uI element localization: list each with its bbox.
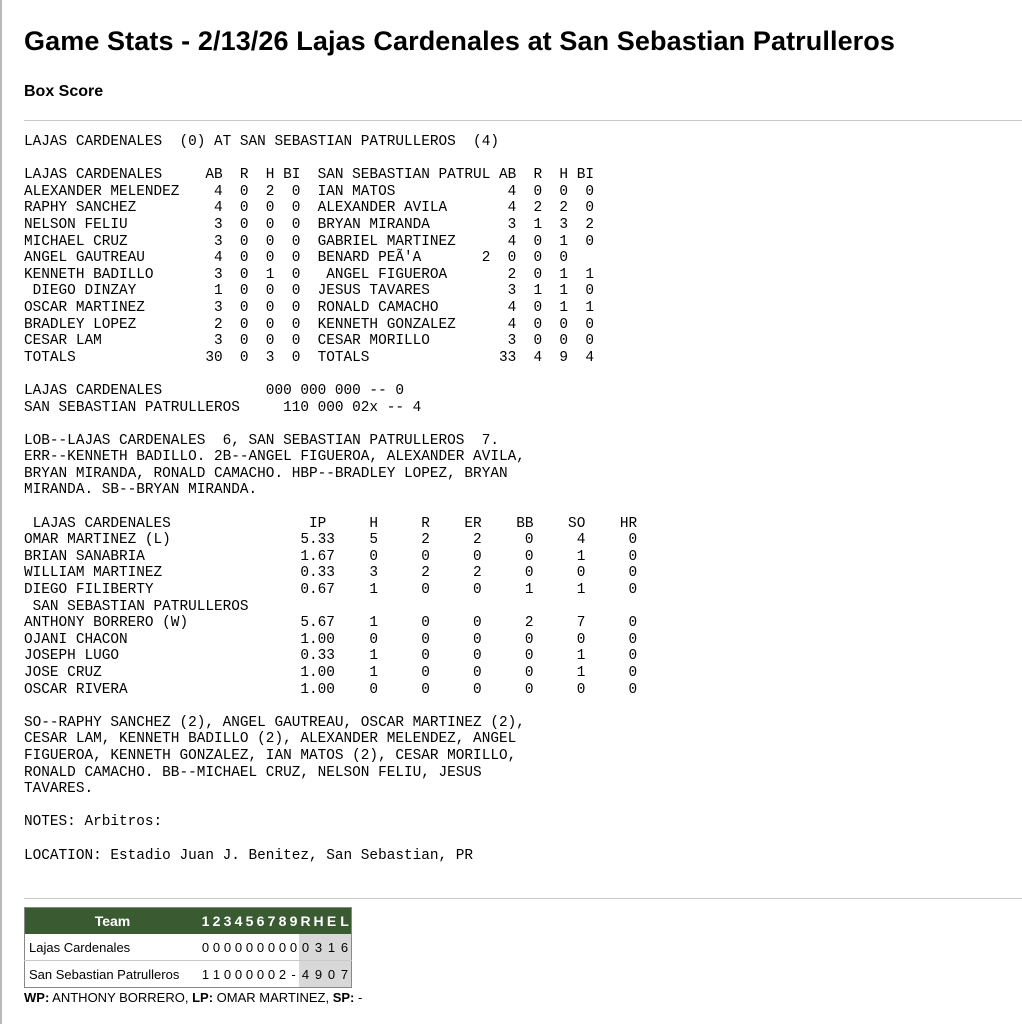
total-errors: 0 — [325, 961, 338, 988]
linescore-header: 7 — [266, 908, 277, 935]
team-name: San Sebastian Patrulleros — [29, 966, 180, 982]
total-errors: 1 — [325, 934, 338, 961]
inning-score: 0 — [245, 966, 254, 982]
left-border — [0, 0, 2, 1024]
linescore-header: 3 — [222, 908, 233, 935]
inning-score: 1 — [212, 966, 221, 982]
linescore-header: 5 — [244, 908, 255, 935]
divider-top — [24, 120, 1022, 121]
linescore-header: H — [312, 908, 325, 935]
inning-score: 0 — [222, 934, 233, 961]
inning-score: 1 — [201, 966, 210, 982]
inning-score: 0 — [200, 934, 211, 961]
inning-score: - — [291, 966, 296, 982]
wp-label: WP: — [24, 990, 50, 1005]
inning-score: 2 — [278, 966, 287, 982]
inning-score: 0 — [277, 934, 288, 961]
inning-score: 0 — [223, 966, 232, 982]
box-score-text: LAJAS CARDENALES (0) AT SAN SEBASTIAN PATRULLEROS (4) LAJAS CARDENALES AB R H BI SAN SEBASTIAN PATRUL AB R H BI ALEXANDER MELENDEZ 4 0 2 0 IAN MATOS 4 0 0 0 RAPHY SANCHEZ 4 0 0 0 ALEXANDER AVILA 4 2 2 0 NELSON FELIU 3 0 0 0 BRYAN MIRANDA 3 1 3 2 MICHAEL CRUZ 3 0 0 0 GABRIEL MARTINEZ 4 0 1 0 ANGEL GAUTREAU 4 0 0 0 BENARD PEÃ'A 2 0 0 0 KENNETH BADILLO 3 0 1 0 ANGEL FIGUEROA 2 0 1 1 DIEGO DINZAY 1 0 0 0 JESUS TAVARES 3 1 1 0 OSCAR MARTINEZ 3 0 0 0 RONALD CAMACHO 4 0 1 1 BRADLEY LOPEZ 2 0 0 0 KENNETH GONZALEZ 4 0 0 0 CESAR LAM 3 0 0 0 CESAR MORILLO 3 0 0 0 TOTALS 30 0 3 0 TOTALS 33 4 9 4 LAJAS CARDENALES 000 000 000 -- 0 SAN SEBASTIAN PATRULLEROS 110 000 02x -- 4 LOB--LAJAS CARDENALES 6, SAN SEBASTIAN PATRULLEROS 7. ERR--KENNETH BADILLO. 2B--ANGEL FIGUEROA, ALEXANDER AVILA, BRYAN MIRANDA, RONALD CAMACHO. HBP--BRADLEY LOPEZ, BRYAN MIRANDA. SB--BRYAN MIRANDA. LAJAS CARDENALES IP H R ER BB SO HR OMAR MARTINEZ (L) 5.33 5 2 2 0 4 0 BRIAN SANABRIA 1.67 0 0 0 0 1 0 WILLIAM MARTINEZ 0.33 3 2 2 0 0 0 DIEGO FILIBERTY 0.67 1 0 0 1 1 0 SAN SEBASTIAN PATRULLEROS ANTHONY BORRERO (W) 5.67 1 0 0 2 7 0 OJANI CHACON 1.00 0 0 0 0 0 0 JOSEPH LUGO 0.33 1 0 0 0 1 0 JOSE CRUZ 1.00 1 0 0 0 1 0 OSCAR RIVERA 1.00 0 0 0 0 0 0 SO--RAPHY SANCHEZ (2), ANGEL GAUTREAU, OSCAR MARTINEZ (2), CESAR LAM, KENNETH BADILLO (2), ALEXANDER MELENDEZ, ANGEL FIGUEROA, KENNETH GONZALEZ, IAN MATOS (2), CESAR MORILLO, RONALD CAMACHO. BB--MICHAEL CRUZ, NELSON FELIU, JESUS TAVARES. NOTES: Arbitros: LOCATION: Estadio Juan J. Benitez, San Sebastian, PR — [24, 134, 638, 864]
inning-score: 0 — [256, 966, 265, 982]
inning-score: 0 — [255, 934, 266, 961]
linescore-header: Team — [25, 908, 201, 935]
total-runs: 4 — [299, 961, 312, 988]
linescore-header-row — [25, 908, 352, 935]
total-runs: 0 — [299, 934, 312, 961]
linescore-header: L — [338, 908, 352, 935]
inning-score: 0 — [233, 934, 244, 961]
team-name: Lajas Cardenales — [25, 934, 201, 961]
inning-score: 0 — [211, 934, 222, 961]
total-lob: 6 — [338, 934, 352, 961]
inning-score: 0 — [244, 934, 255, 961]
linescore-table — [24, 907, 352, 988]
save-pitcher: - — [354, 990, 363, 1005]
divider-bottom — [24, 898, 1022, 899]
lp-label: LP: — [192, 990, 214, 1005]
linescore-header: 1 — [200, 908, 211, 935]
total-lob: 7 — [338, 961, 352, 988]
linescore-header: 9 — [288, 908, 299, 935]
inning-score: 0 — [234, 966, 243, 982]
inning-score: 0 — [267, 966, 276, 982]
linescore-row-away — [25, 934, 352, 961]
winning-pitcher: ANTHONY BORRERO, — [49, 990, 193, 1005]
linescore-header: E — [325, 908, 338, 935]
linescore-header: 4 — [233, 908, 244, 935]
losing-pitcher: OMAR MARTINEZ, — [213, 990, 333, 1005]
total-hits: 3 — [312, 934, 325, 961]
linescore-header: 2 — [211, 908, 222, 935]
linescore-header: 6 — [255, 908, 266, 935]
linescore-header: 8 — [277, 908, 288, 935]
total-hits: 9 — [312, 961, 325, 988]
pitching-decisions — [24, 990, 362, 1005]
linescore-header: R — [299, 908, 312, 935]
page-title: Game Stats - 2/13/26 Lajas Cardenales at San Sebastian Patrulleros — [24, 26, 895, 56]
section-heading: Box Score — [24, 83, 104, 100]
sp-label: SP: — [332, 990, 355, 1005]
linescore-row-home — [25, 961, 352, 988]
inning-score: 0 — [288, 934, 299, 961]
inning-score: 0 — [266, 934, 277, 961]
